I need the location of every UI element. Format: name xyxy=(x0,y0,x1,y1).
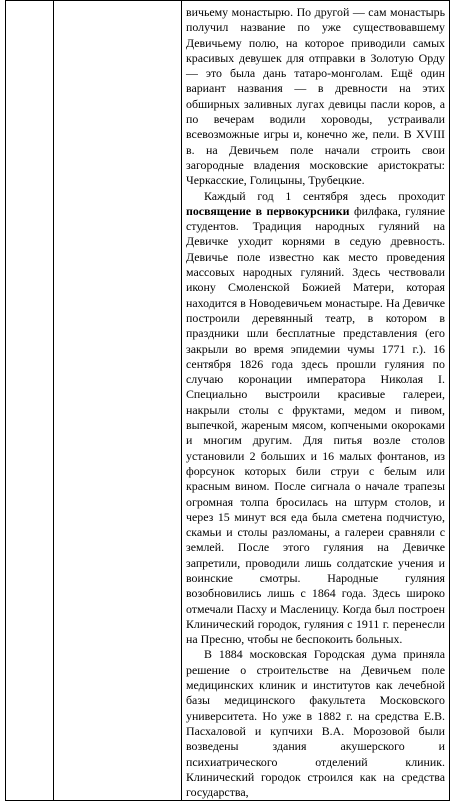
table-cell-title xyxy=(54,1,182,801)
paragraph xyxy=(186,189,445,648)
paragraph-text: Каждый год 1 сентября здесь проходит xyxy=(204,188,445,203)
bold-phrase: посвящение в первокурсники xyxy=(186,203,350,218)
paragraph-text: вичьему монастырю. По другой — сам монастырь получил название по уже существовавшему Девичьему полю, на которое приводили самых красивых девушек для отправки в Золотую Орду — это была дань татаро-монголам. Ещё один вариант названия — в древности на этих обширных заливных лугах девицы пасли коров, а по вечерам водили хороводы, устраивали всевозможные игры и, конечно же, пели. В XVIII в. на Девичьем поле начали строить свои загородные владения московские аристократы: Черкасские, Голицыны, Трубецкие. xyxy=(186,5,445,188)
document-table xyxy=(5,0,450,801)
paragraph-text: филфака, гуляние студентов. Традиция народных гуляний на Девичке уходит корнями в седую древность. Девичье поле известно как место проведения массовых народных гуляний. Здесь чествовали икону Смоленской Божией Матери, которая находится в Новодевичьем монастыре. На Девичке построили деревянный театр, в котором в праздники шли бесплатные представления (его закрыли во время эпидемии чумы 1771 г.). 16 сентября 1826 года здесь прошли гуляния по случаю коронации императора Николая I. Специально выстроили красивые галереи, накрыли столы с фруктами, медом и пивом, выпечкой, жареным мясом, копчеными окороками и многим другим. Для питья возле столов установили 2 больших и 16 малых фонтанов, из форсунок которых били струи с белым или красным вином. После сигнала о начале трапезы огромная толпа бросилась на штурм столов, и через 15 минут вся еда была сметена подчистую, скамьи и столы разломаны, а галереи сравняли с землей. После этого гуляния на Девичке запретили, проводили лишь солдатские учения и воинские смотры. Народные гуляния возобновились лишь с 1864 года. Здесь широко отмечали Пасху и Масленицу. Когда был построен Клинический городок, гуляния с 1911 г. перенесли на Пресню, чтобы не беспокоить больных. xyxy=(186,203,445,647)
table-row xyxy=(6,1,450,801)
paragraph-text: В 1884 московская Городская дума приняла решение о строительстве на Девичьем поле медицинских клиник и институтов как лечебной базы медицинского факультета Московского университета. Но уже в 1882 г. на средства Е.В. Пасхаловой и купчихи В.А. Морозовой были возведены здания акушерского и психиатрического отделений клиник. Клинический городок строился как на средства государства, xyxy=(186,647,445,800)
cell-text-body xyxy=(182,1,449,800)
table-cell-number xyxy=(6,1,54,801)
paragraph xyxy=(186,5,445,189)
table-cell-text xyxy=(182,1,450,801)
paragraph xyxy=(186,647,445,800)
